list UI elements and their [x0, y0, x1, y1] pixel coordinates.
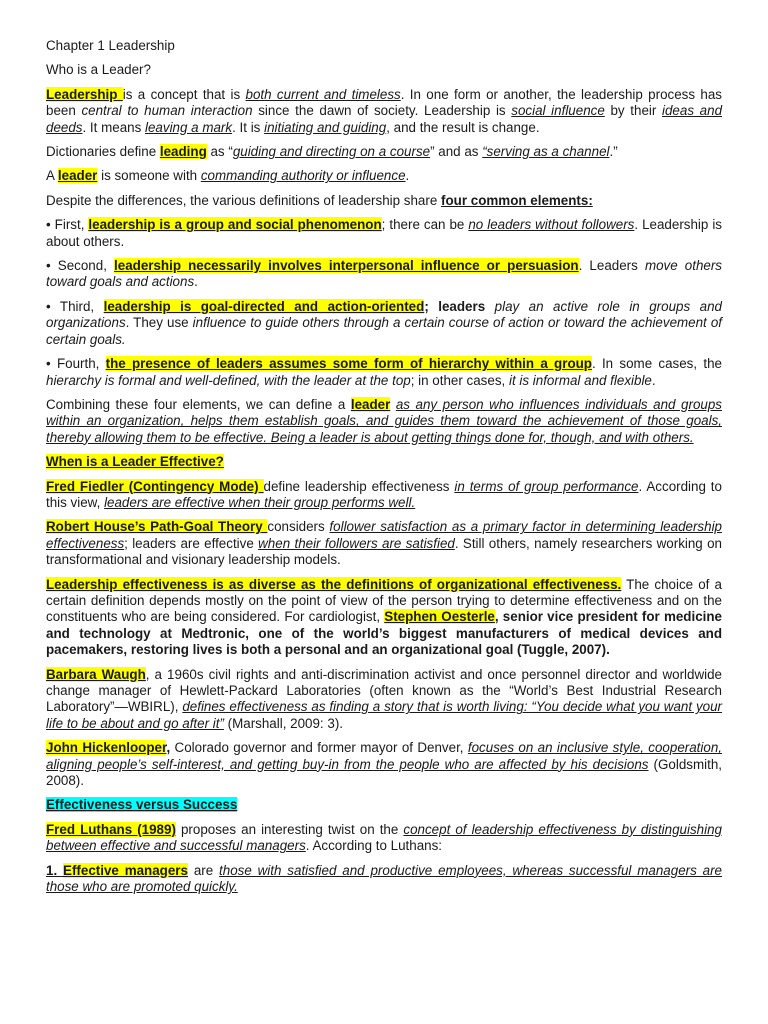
highlight-term: leadership is goal-directed and action-oriented — [103, 298, 425, 314]
section-heading-effectiveness-vs-success: Effectiveness versus Success — [46, 797, 238, 813]
highlight-term: Stephen Oesterle — [384, 609, 495, 625]
highlight-term: leading — [159, 144, 207, 160]
bullet-third: • Third, leadership is goal-directed and action-oriented; leaders play an active role in groups and organizations. They use influence to guide others through a certain course of action or toward the achievement of certain goals. — [46, 298, 722, 347]
paragraph-house: Robert House’s Path-Goal Theory considers follower satisfaction as a primary factor in determining leadership effectiveness; leaders are effective when their followers are satisfied. Still others, namely researchers working on transformational and visionary leadership models. — [46, 519, 722, 568]
paragraph-common-elements: Despite the differences, the various definitions of leadership share four common elements: — [46, 192, 593, 208]
highlight-term: Robert House’s Path-Goal Theory — [46, 519, 268, 535]
highlight-term: Leadership effectiveness is as diverse as the definitions of organizational effectiveness. — [46, 576, 622, 592]
bullet-fourth: • Fourth, the presence of leaders assumes some form of hierarchy within a group. In some cases, the hierarchy is formal and well-defined, with the leader at the top; in other cases, it is informal and flexible. — [46, 356, 722, 388]
highlight-term: Leadership — [46, 86, 123, 102]
highlight-term: Fred Fiedler (Contingency Mode) — [46, 478, 264, 494]
paragraph-effectiveness-diverse: Leadership effectiveness is as diverse as the definitions of organizational effectiveness. The choice of a certain definition depends mostly on the point of view of the person trying to determine effectiveness and on the constituents who are being considered. For cardiologist, Stephen Oesterle, senior vice president for medicine and technology at Medtronic, one of the world’s biggest manufacturers of medical devices and pacemakers, restoring lives is both a personal and an organizational goal (Tuggle, 2007). — [46, 576, 722, 658]
highlight-term: John Hickenlooper — [46, 740, 167, 756]
paragraph-fiedler: Fred Fiedler (Contingency Mode) define leadership effectiveness in terms of group performance. According to this view, leaders are effective when their group performs well. — [46, 478, 722, 510]
section-heading-effective: When is a Leader Effective? — [46, 454, 224, 470]
paragraph-dictionaries: Dictionaries define leading as “guiding and directing on a course” and as “serving as a channel.” — [46, 144, 618, 160]
paragraph-waugh: Barbara Waugh, a 1960s civil rights and anti-discrimination activist and once personnel director and worldwide change manager of Hewlett-Packard Laboratories (often known as the “World’s Best Industrial Research Laboratory”—WBIRL), defines effectiveness as finding a story that is worth living: “You decide what you want your life to be about and go after it” (Marshall, 2009: 3). — [46, 666, 722, 731]
highlight-term: leader — [350, 396, 391, 412]
numbered-item-1: 1. Effective managers are those with satisfied and productive employees, whereas successful managers are those who are promoted quickly. — [46, 862, 723, 895]
paragraph-leader: A leader is someone with commanding authority or influence. — [46, 168, 410, 184]
paragraph-leadership-definition: Leadership is a concept that is both current and timeless. In one form or another, the leadership process has been central to human interaction since the dawn of society. Leadership is social influence by their ideas and deeds. It means leaving a mark. It is initiating and guiding, and the result is change. — [46, 86, 723, 135]
highlight-term: leadership necessarily involves interpersonal influence or persuasion — [114, 258, 579, 274]
bullet-second: • Second, leadership necessarily involves interpersonal influence or persuasion. Leaders move others toward goals and actions. — [46, 258, 722, 290]
paragraph-leader-definition: Combining these four elements, we can define a leader as any person who influences individuals and groups within an organization, helps them establish goals, and guides them toward the achievement of those goals, thereby allowing them to be effective. Being a leader is about getting things done for, though, and with others. — [46, 396, 722, 445]
chapter-title: Chapter 1 Leadership — [46, 38, 175, 53]
highlight-term: the presence of leaders assumes some form of hierarchy within a group — [105, 356, 592, 372]
highlight-term: leadership is a group and social phenomenon — [88, 217, 382, 233]
highlight-term: leader — [57, 168, 98, 184]
section-heading-who-is-a-leader: Who is a Leader? — [46, 62, 151, 78]
highlight-term: Fred Luthans (1989) — [46, 821, 176, 837]
highlight-term: Effective managers — [63, 862, 188, 878]
highlight-term: Barbara Waugh — [46, 666, 146, 682]
bullet-first: • First, leadership is a group and social phenomenon; there can be no leaders without followers. Leadership is about others. — [46, 217, 722, 249]
paragraph-hickenlooper: John Hickenlooper, Colorado governor and former mayor of Denver, focuses on an inclusive style, cooperation, aligning people’s self-interest, and getting buy-in from the people who are affected by his decisions (Goldsmith, 2008). — [46, 740, 722, 789]
paragraph-luthans: Fred Luthans (1989) proposes an interesting twist on the concept of leadership effectiveness by distinguishing between effective and successful managers. According to Luthans: — [46, 821, 722, 854]
